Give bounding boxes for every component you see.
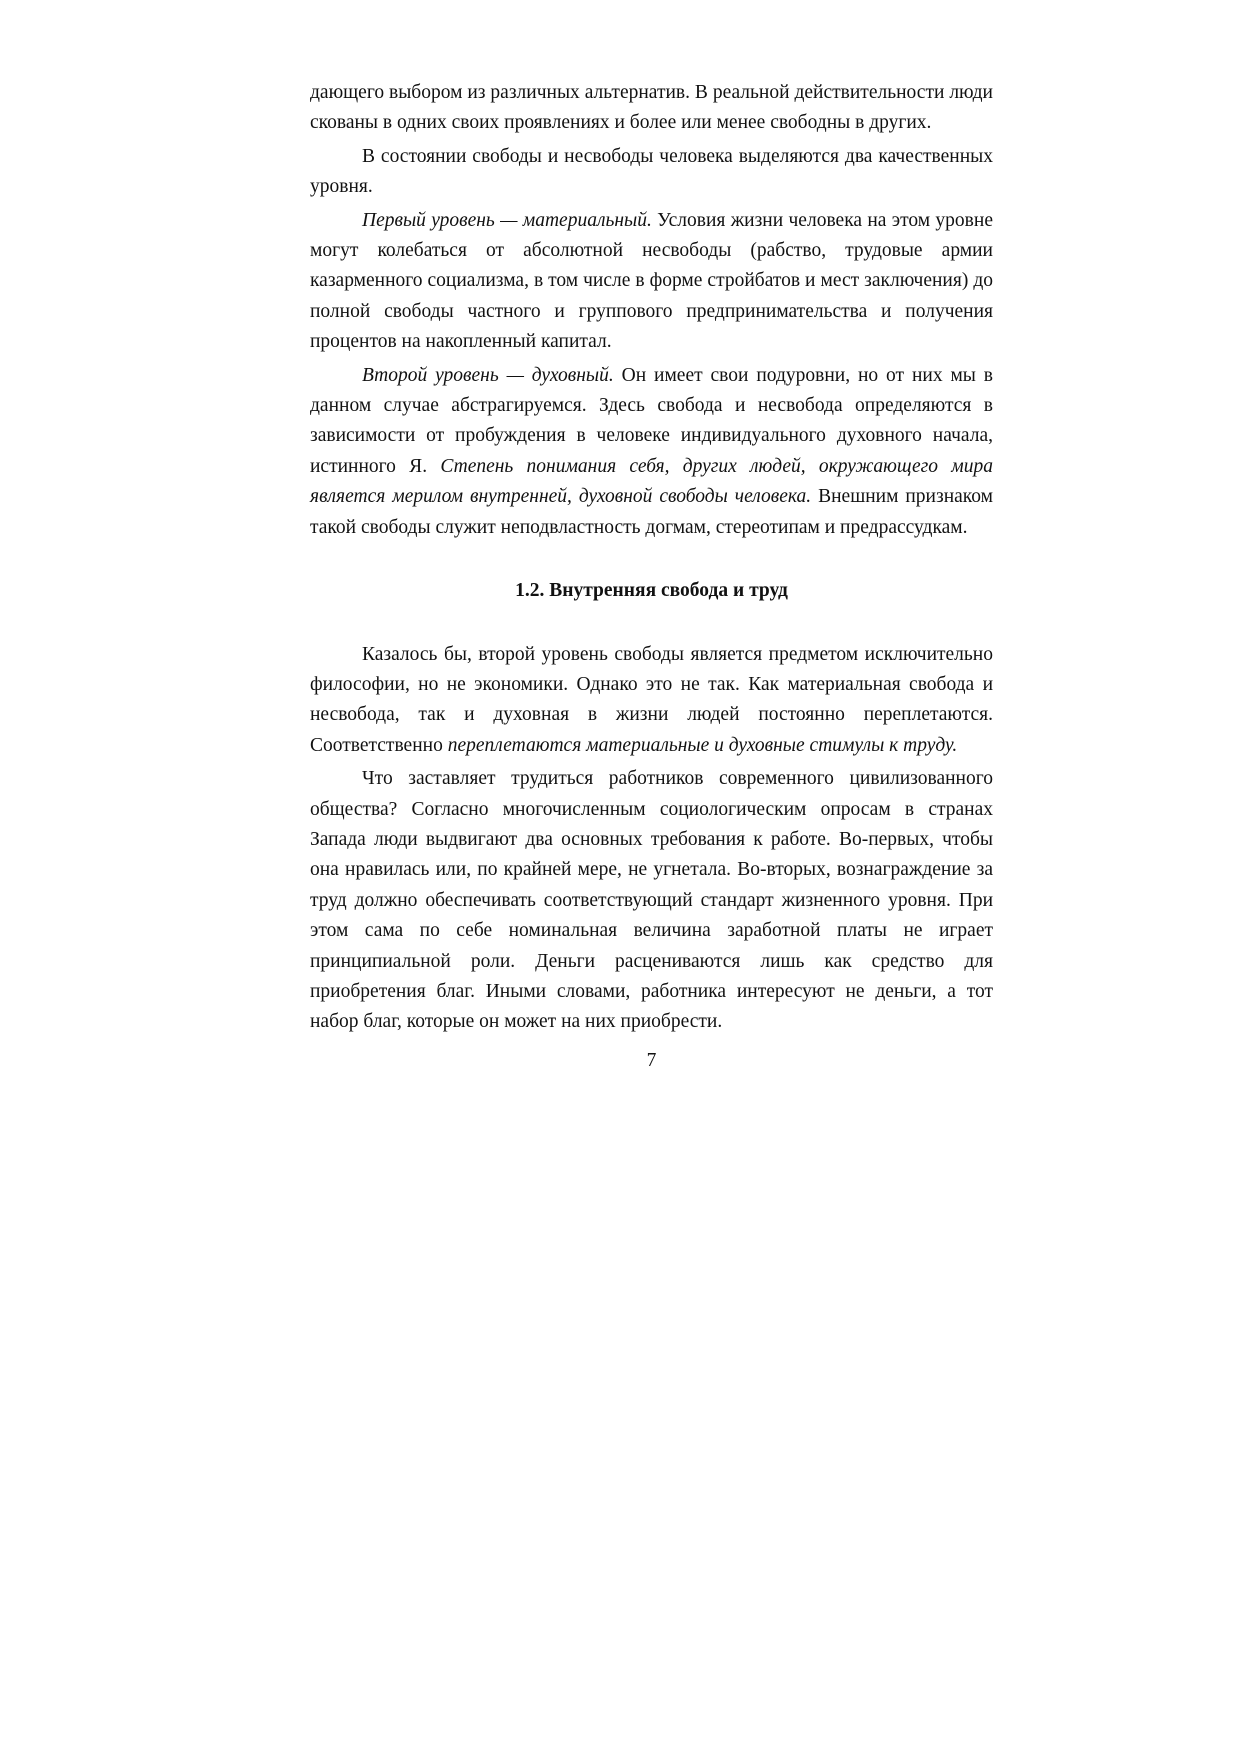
paragraph <box>310 764 993 1038</box>
body-text <box>310 78 993 1076</box>
italic-run: Степень понимания себя, других людей, окружающего мира является мерилом внутренней, духовной свободы человека. <box>310 455 993 508</box>
text-run: Казалось бы, второй уровень свободы является предметом исключительно философии, но не экономики. Однако это не так. Как материальная свобода и несвобода, так и духовная в жизни людей постоянно переплетаются. Соответственно <box>310 643 993 756</box>
section-heading: 1.2. Внутренняя свобода и труд <box>515 580 788 602</box>
paragraph <box>310 206 993 358</box>
text-run: дающего выбором из различных альтернатив. В реальной действительности люди скованы в одних своих проявлениях и более или менее свободны в других. <box>310 82 993 134</box>
page-number: 7 <box>646 1049 657 1071</box>
paragraph <box>310 361 993 543</box>
paragraph <box>310 640 993 762</box>
text-run: Внешним признаком такой свободы служит неподвластность догмам, стереотипам и предрассудкам. <box>310 486 993 538</box>
paragraph <box>310 142 993 203</box>
text-run: Условия жизни человека на этом уровне могут колебаться от абсолютной несвободы (рабство, трудовые армии казарменного социализма, в том числе в форме стройбатов и мест заключения) до полной свободы частного и группового предпринимательства и получения процентов на накопленный капитал. <box>310 209 993 353</box>
italic-run: Второй уровень — духовный. <box>362 364 614 386</box>
text-run: Он имеет свои подуровни, но от них мы в данном случае абстрагируемся. Здесь свобода и несвобода определяются в зависимости от пробуждения в человеке индивидуального духовного начала, истинного Я. <box>310 364 994 477</box>
italic-run: Первый уровень — материальный. <box>362 209 652 231</box>
text-run: В состоянии свободы и несвободы человека выделяются два качественных уровня. <box>310 145 993 198</box>
paragraphs-after-heading <box>310 640 993 1038</box>
paragraphs-before-heading <box>310 78 993 543</box>
italic-run: переплетаются материальные и духовные стимулы к труду. <box>447 734 958 756</box>
paragraph <box>310 78 993 139</box>
text-run: Что заставляет трудиться работников современного цивилизованного общества? Согласно многочисленным социологическим опросам в странах Запада люди выдвигают два основных требования к работе. Во-первых, чтобы она нравилась или, по крайней мере, не угнетала. Во-вторых, вознаграждение за труд должно обеспечивать соответствующий стандарт жизненного уровня. При этом сама по себе номинальная величина заработной платы не играет принципиальной роли. Деньги расцениваются лишь как средство для приобретения благ. Иными словами, работника интересуют не деньги, а тот набор благ, которые он может на них приобрести. <box>310 768 993 1033</box>
